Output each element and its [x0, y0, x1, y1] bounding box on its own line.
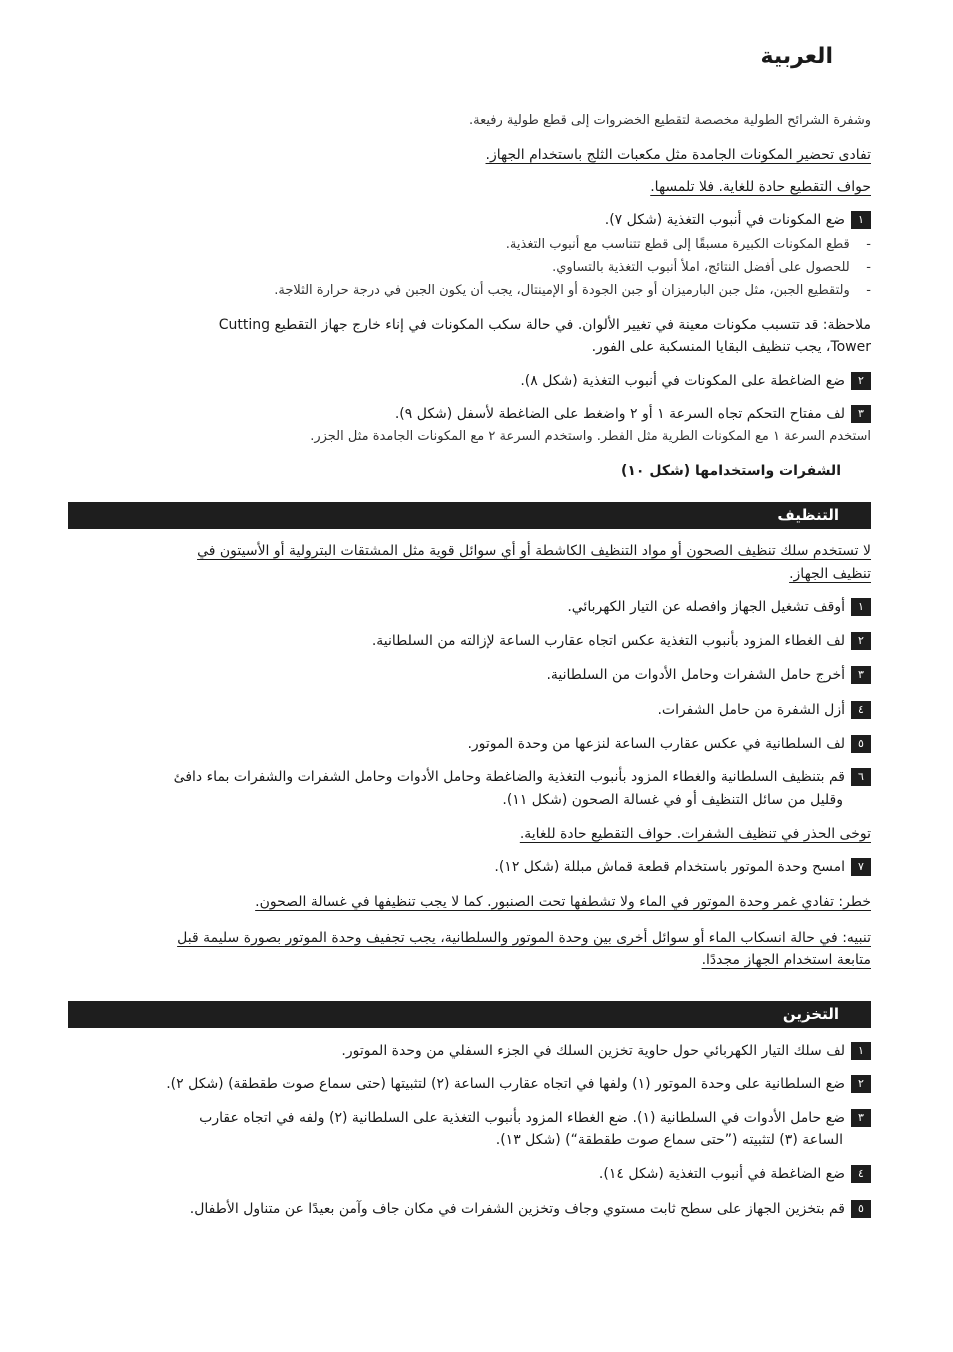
bullet-1: - قطع المكونات الكبيرة مسبقًا إلى قطع تتناسب مع أنبوب التغذية.: [505, 237, 871, 252]
step-number: ٥: [851, 735, 871, 753]
use-step-1: [605, 211, 871, 229]
clean-step-2: [372, 632, 871, 650]
step-text: لف سلك التيار الكهربائي حول حاوية تخزين السلك في الجزء السفلي من وحدة الموتور.: [341, 1043, 845, 1059]
store-step-3-continued: الساعة (٣) لتثبيته (”حتى سماع صوت طقطقة“) (شكل ١٣).: [495, 1132, 843, 1148]
intro-paragraph: وشفرة الشرائح الطولية مخصصة لتقطيع الخضروات إلى قطع طولية رفيعة.: [469, 113, 871, 128]
caution-notice-line-2: متابعة استخدام الجهاز مجددًا.: [701, 952, 871, 968]
language-title: العربية: [760, 44, 833, 69]
step-text: لف الغطاء المزود بأنبوب التغذية عكس اتجاه عقارب الساعة لإزالته من السلطانية.: [371, 633, 845, 649]
step-text: ضع الضاغطة في أنبوب التغذية (شكل ١٤).: [598, 1166, 845, 1182]
step-number: ٢: [851, 372, 871, 390]
step-text: امسح وحدة الموتور باستخدام قطعة قماش مبللة (شكل ١٢).: [494, 859, 845, 875]
step-text: لف مفتاح التحكم تجاه السرعة ١ أو ٢ واضغط على الضاغطة لأسفل (شكل ٩).: [394, 406, 845, 422]
danger-notice: خطر: تفادي غمر وحدة الموتور في الماء ولا تشطفها تحت الصنبور. كما لا يجب تنظيفها في غسالة الصحون.: [255, 894, 871, 910]
section-bar-storage: [68, 1001, 871, 1028]
blades-heading: الشفرات واستخدامها (شكل ١٠): [620, 463, 841, 479]
step-number: ١: [851, 598, 871, 616]
bullet-2: - للحصول على أفضل النتائج، املأ أنبوب التغذية بالتساوي.: [552, 260, 871, 275]
step-number: ٤: [851, 701, 871, 719]
warning-edges: حواف التقطيع حادة للغاية. فلا تلمسها.: [650, 179, 871, 195]
step-number: ٢: [851, 1075, 871, 1093]
step-text: ضع الضاغطة على المكونات في أنبوب التغذية (شكل ٨).: [520, 373, 845, 389]
step-text: ضع المكونات في أنبوب التغذية (شكل ٧).: [604, 212, 845, 228]
step-text: قم بتخزين الجهاز على سطح ثابت مستوي وجاف وتخزين الشفرات في مكان جاف وآمن بعيدًا عن متناول الأطفال.: [189, 1201, 845, 1217]
note-line-2: Tower، يجب تنظيف البقايا المنسكبة على الفور.: [591, 339, 871, 355]
step-text: ضع حامل الأدوات في السلطانية (١). ضع الغطاء المزود بأنبوب التغذية على السلطانية (٢) ولفه في اتجاه عقارب: [199, 1110, 845, 1126]
cleaning-warning-line-2: تنظيف الجهاز.: [789, 566, 871, 582]
store-step-4: [599, 1165, 871, 1183]
clean-step-4: [657, 701, 871, 719]
step-number: ٤: [851, 1165, 871, 1183]
store-step-2: [166, 1075, 871, 1093]
step-number: ١: [851, 211, 871, 229]
note-line-1: ملاحظة: قد تتسبب مكونات معينة في تغيير الألوان. في حالة سكب المكونات في إناء خارج جهاز التقطيع Cutting: [218, 317, 871, 333]
cleaning-warning-line-1: لا تستخدم سلك تنظيف الصحون أو مواد التنظيف الكاشطة أو أي سوائل قوية مثل المشتقات البترولية أو الأسيتون في: [197, 543, 871, 559]
step-number: ٣: [851, 666, 871, 684]
step-number: ٥: [851, 1200, 871, 1218]
step-text: أخرج حامل الشفرات وحامل الأدوات من السلطانية.: [546, 667, 845, 683]
section-title-storage: التخزين: [782, 1005, 839, 1023]
use-step-3: [395, 405, 871, 423]
clean-step-5: [467, 735, 871, 753]
speed-note: استخدم السرعة ١ مع المكونات الطرية مثل الفطر. واستخدم السرعة ٢ مع المكونات الجامدة مثل الجزر.: [310, 429, 871, 444]
step-number: ٧: [851, 858, 871, 876]
store-step-3: [199, 1109, 871, 1127]
clean-step-1: [567, 598, 871, 616]
warning-frozen: تفادى تحضير المكونات الجامدة مثل مكعبات الثلج باستخدام الجهاز.: [485, 147, 871, 163]
bullet-3: - ولتقطيع الجبن، مثل جبن البارميزان أو جبن الجودة أو الإمينتال، يجب أن يكون الجبن في درجة حرارة الثلاجة.: [274, 283, 871, 298]
step-text: أوقف تشغيل الجهاز وافصله عن التيار الكهربائي.: [567, 599, 845, 615]
step-number: ٦: [851, 768, 871, 786]
clean-step-6-continued: وقليل من سائل التنظيف أو في غسالة الصحون (شكل ١١).: [502, 792, 843, 808]
step-number: ١: [851, 1042, 871, 1060]
section-bar-cleaning: [68, 502, 871, 529]
step-text: قم بتنظيف السلطانية والغطاء المزود بأنبوب التغذية والضاغطة وحامل الأدوات وحامل الشفرات والشفرات بماء دافئ: [173, 769, 845, 785]
blade-caution: توخى الحذر في تنظيف الشفرات. حواف التقطيع حادة للغاية.: [519, 826, 871, 842]
clean-step-3: [546, 666, 871, 684]
store-step-1: [341, 1042, 871, 1060]
caution-notice-line-1: تنبيه: في حالة انسكاب الماء أو سوائل أخرى بين وحدة الموتور والسلطانية، يجب تجفيف وحدة الموتور بصورة سليمة قبل: [177, 930, 871, 946]
step-number: ٢: [851, 632, 871, 650]
store-step-5: [190, 1200, 871, 1218]
step-text: ضع السلطانية على وحدة الموتور (١) ولفها في اتجاه عقارب الساعة (٢) لتثبيتها (حتى سماع صوت طقطقة) (شكل ٢).: [166, 1076, 845, 1092]
clean-step-6: [174, 768, 871, 786]
step-number: ٣: [851, 405, 871, 423]
use-step-2: [520, 372, 871, 390]
step-text: لف السلطانية في عكس عقارب الساعة لنزعها من وحدة الموتور.: [467, 736, 845, 752]
section-title-cleaning: التنظيف: [777, 506, 839, 524]
clean-step-7: [494, 858, 871, 876]
step-number: ٣: [851, 1109, 871, 1127]
step-text: أزل الشفرة من حامل الشفرات.: [657, 702, 845, 718]
